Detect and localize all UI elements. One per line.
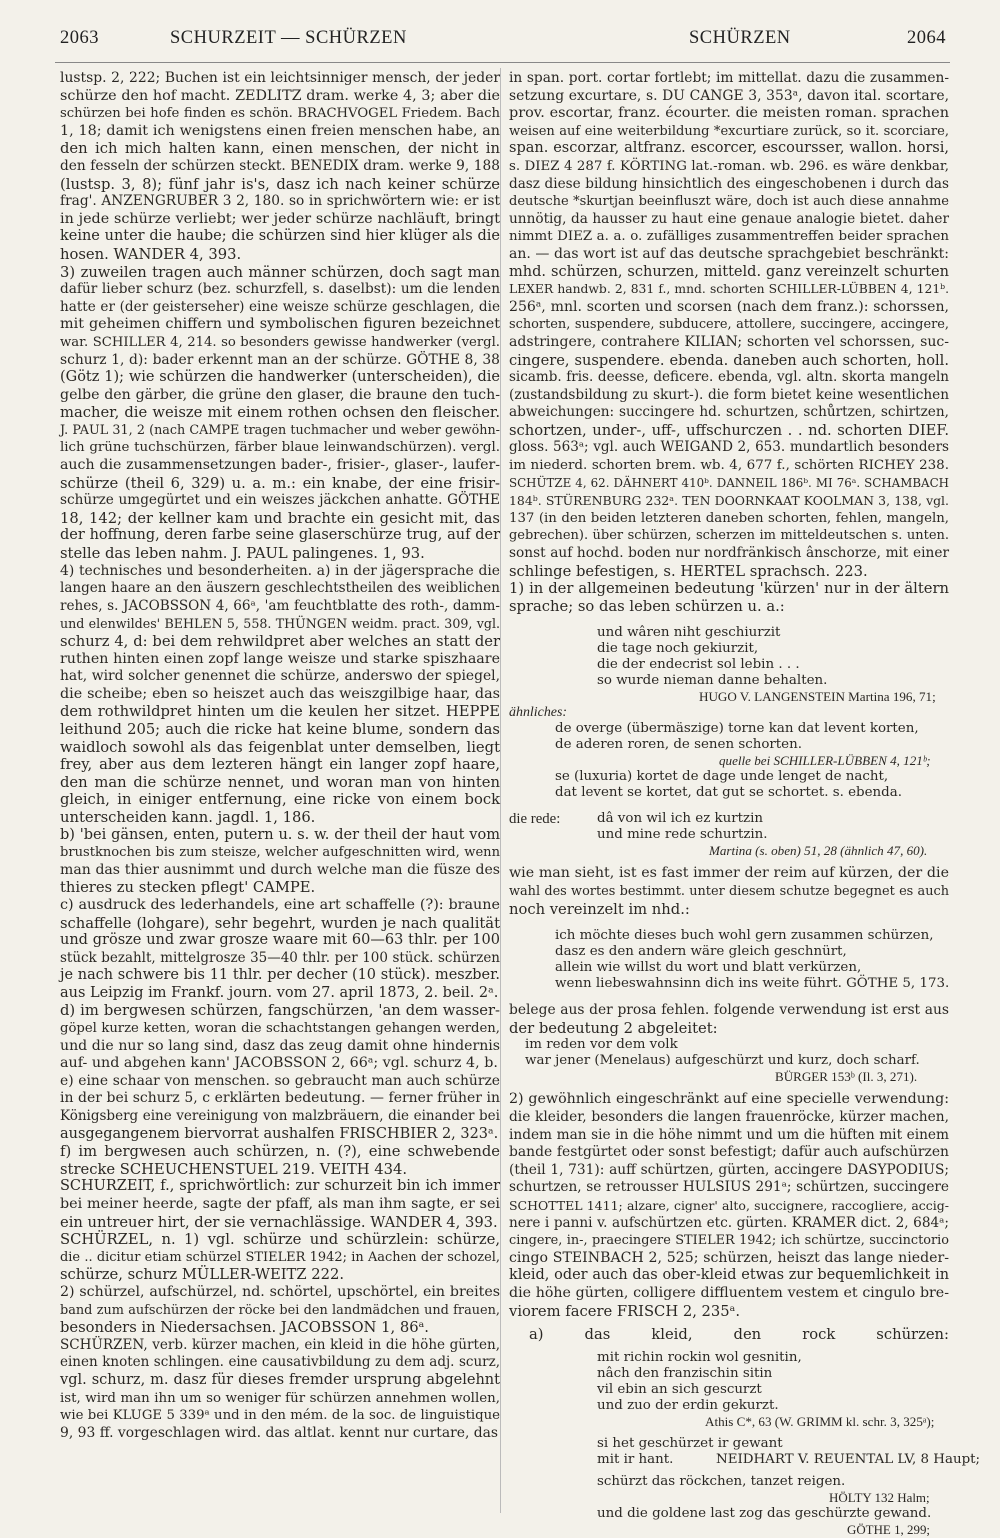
text-line: SCHÜRZEN, verb. kürzer machen, ein kleid in die höhe gürten,: [60, 1336, 500, 1353]
verse-source: HÖLTY 132 Halm;: [829, 1489, 930, 1505]
verse-quote: [509, 1435, 981, 1468]
text-line: und grösze und zwar grosze waare mit 60—63 thlr. per 100: [60, 932, 500, 949]
text-line: ausgegangenem biervorrat aushalfen FRISCHBIER 2, 323ᵃ.: [60, 1125, 499, 1142]
text-line: ist, wird man ihn um so weniger für schürzen annehmen wollen,: [60, 1390, 500, 1406]
text-line: cingere, suspendere. ebenda. daneben auch schorten, holl.: [509, 351, 949, 369]
text-line: ruthen hinten einen zopf lange weisze und starke spiszhaare: [60, 650, 500, 667]
verse-line: mit richin rockin wol gesnitin,: [597, 1349, 802, 1365]
text-line: an. — das wort ist auf das deutsche sprachgebiet beschränkt:: [509, 245, 949, 262]
text-line: gebrechen). über schürzen, scherzen im mitteldeutschen s. unten.: [509, 528, 949, 544]
text-line: 2) schürzel, aufschürzel, nd. schörtel, upschörtel, ein breites: [60, 1283, 500, 1300]
text-line: brustknochen bis zum steisze, welcher aufgeschnitten wird, wenn: [60, 845, 500, 861]
verse-quote: [509, 1506, 949, 1522]
text-line: 9, 93 ff. vorgeschlagen wird. das altlat. kennt nur curtare, das: [60, 1424, 499, 1441]
text-line: gelbe den gärber, die grüne den glaser, die braune den tuch-: [60, 386, 500, 403]
text-line: c) ausdruck des lederhandels, eine art schaffelle (?): braune: [60, 896, 500, 913]
right-column: [509, 70, 981, 1538]
text-line: lich grüne tuchschürzen, färber blaue leinwandschürzen). vergl.: [60, 440, 500, 456]
text-line: göpel kurze ketten, woran die schachtstangen gehangen werden,: [60, 1021, 500, 1037]
verse-line: dasz es den andern wäre gleich geschnürt,: [555, 944, 847, 960]
rede-label: die rede:: [509, 811, 561, 828]
column-divider: [500, 68, 501, 1513]
text-line: unnötig, da hausser zu haut eine genaue analogie bietet. daher: [509, 210, 949, 227]
verse-line: se (luxuria) kortet de dage unde lenget de nacht,: [555, 769, 889, 785]
text-line: mit geheimen chiffern und symbolischen figuren bezeichnet: [60, 316, 500, 333]
text-line: sprache; so das leben schürzen u. a.:: [509, 597, 785, 615]
text-line: und die nur so lang sind, dasz das zeug damit ohne hindernis: [60, 1037, 500, 1054]
left-page-number: 2063: [60, 28, 99, 48]
text-line: auf- und abgehen kann' JACOBSSON 2, 66ᵃ; vgl. schurz 4, b.: [60, 1055, 498, 1072]
verse-line: war jener (Menelaus) aufgeschürzt und kurz, doch scharf.: [525, 1053, 920, 1069]
verse-line: dâ von wil ich ez kurtzin: [597, 811, 763, 827]
right-page-number: 2064: [907, 28, 946, 48]
text-line: bande festgürtet oder sonst befestigt; dafür auch aufschürzen: [509, 1144, 949, 1161]
text-line: besonders in Niedersachsen. JACOBSSON 1, 86ᵃ.: [60, 1319, 429, 1337]
text-line: einen knoten schlingen. eine causativbildung zu dem adj. scurz,: [60, 1354, 500, 1371]
text-line: in der bei schurz 5, c erklärten bedeutung. — ferner früher in: [60, 1090, 500, 1107]
text-line: belege aus der prosa fehlen. folgende verwendung ist erst aus: [509, 1002, 949, 1019]
text-line: sonst auf hochd. boden nur nordfränkisch ânschorze, mit einer: [509, 545, 949, 562]
verse-line: und wâren niht geschiurzit: [597, 625, 781, 641]
text-line: viorem facere FRISCH 2, 235ᵃ.: [509, 1302, 741, 1320]
text-line: wahl des wortes bestimmt. unter diesem schutze begegnet es auch: [509, 884, 949, 899]
text-line: stelle das leben nahm. J. PAUL palingenes. 1, 93.: [60, 545, 425, 563]
text-line: aus Leipzig im Frankf. journ. vom 27. april 1873, 2. beil. 2ᵃ.: [60, 984, 499, 1001]
verse-line: und zuo der erdin gekurzt.: [597, 1397, 779, 1413]
text-line: hatte er (der geisterseher) eine weisze schürze geschlagen, die: [60, 298, 500, 315]
text-line: leithund 205; auch die ricke hat keine blume, sondern das: [60, 720, 500, 738]
verse-line: nâch den franzischin sitin: [597, 1365, 773, 1381]
verse-line: de aderen roren, de senen schorten.: [555, 737, 802, 753]
text-line: d) im bergwesen schürzen, fangschürzen, 'an dem wasser-: [60, 1002, 500, 1020]
text-line: 256ᵃ, mnl. scorten und scorsen (nach dem franz.): schorssen,: [509, 298, 949, 315]
text-line: auch die zusammensetzungen bader-, frisier-, glaser-, laufer-: [60, 457, 500, 474]
text-line: schorten, suspendere, subducere, attollere, succingere, accingere,: [509, 317, 949, 333]
verse-quote: [509, 1037, 949, 1069]
text-line: schürzen bei hofe finden es schön. BRACHVOGEL Friedem. Bach: [60, 106, 500, 122]
text-line: langen haare an den äuszern geschlechtstheilen des weiblichen: [60, 580, 500, 597]
text-line: der hoffnung, deren farbe seine glaserschürze trug, auf der: [60, 527, 500, 544]
text-line: hosen. WANDER 4, 393.: [60, 245, 242, 263]
text-line: der bedeutung 2 abgeleitet:: [509, 1019, 718, 1037]
verse-source: Athis C*, 63 (W. GRIMM kl. schr. 3, 325ᵃ);: [705, 1413, 935, 1429]
text-line: prov. escortar, franz. écourter. die meisten roman. sprachen: [509, 105, 949, 122]
text-line: die höhe gürten, colligere diffluentem vestem et cingulo bre-: [509, 1284, 949, 1301]
verse-line: und die goldene last zog das geschürzte gewand.: [597, 1505, 932, 1521]
text-line: b) 'bei gänsen, enten, putern u. s. w. der theil der haut vom: [60, 826, 500, 843]
text-line: weisen auf eine weiterbildung *excurtiare zurück, so it. scorciare,: [509, 123, 949, 139]
text-line: s. DIEZ 4 287 f. KÖRTING lat.-roman. wb. 296. es wäre denkbar,: [509, 158, 949, 174]
text-line: dem rothwildpret hinten um die keulen her sitzet. HEPPE: [60, 703, 500, 721]
verse-line: si het geschürzet ir gewant: [597, 1435, 783, 1451]
text-line: dafür lieber schurz (bez. schurzfell, s. daselbst): um die lenden: [60, 281, 500, 298]
text-line: deutsche *skurtjan beeinfluszt wäre, doch ist auch diese annahme: [509, 194, 949, 210]
text-line: den ich mich halten kann, einen menschen, der nicht in: [60, 140, 500, 158]
left-running-title: SCHURZEIT — SCHÜRZEN: [170, 28, 407, 48]
text-line: frey, aber aus dem lezteren hängt ein langer zopf haare,: [60, 756, 500, 774]
text-line: strecke SCHEUCHENSTUEL 219. VEITH 434.: [60, 1160, 408, 1178]
text-line: (zustandsbildung zu skurt-). die form bietet keine wesentlichen: [509, 386, 949, 403]
text-line: (theil 1, 731): auff schürtzen, gürten, accingere DASYPODIUS;: [509, 1161, 949, 1178]
text-line: mhd. schürzen, schurzen, mitteld. ganz vereinzelt schurten: [509, 263, 949, 280]
intro-paragraph: [509, 70, 949, 615]
text-line: 1, 18; damit ich wenigstens einen freien menschen habe, an: [60, 122, 500, 139]
text-line: SCHÜRZEL, n. 1) vgl. schürze und schürzlein: schürze,: [60, 1231, 500, 1249]
verse-quote: [509, 769, 949, 801]
text-line: abweichungen: succingere hd. schurtzen, schůrtzen, schirtzen,: [509, 404, 949, 421]
verse-quote: [509, 928, 949, 992]
text-line: stück bezahlt, mittelgrosze 35—40 thlr. per 100 stück. schürzen: [60, 949, 500, 966]
text-line: thieres zu stecken pflegt' CAMPE.: [60, 879, 316, 897]
text-line: J. PAUL 31, 2 (nach CAMPE tragen tuchmacher und weber gewöhn-: [60, 422, 500, 438]
verse-line: die tage noch gekiurzit,: [597, 641, 759, 657]
text-line: lustsp. 2, 222; Buchen ist ein leichtsinniger mensch, der jeder: [60, 70, 500, 86]
text-line: SCHURZEIT, f., sprichwörtlich: zur schurzeit bin ich immer: [60, 1178, 500, 1195]
verse-quote: [509, 625, 949, 689]
verse-quote: [509, 1350, 949, 1414]
text-line: waidloch sowohl als das feigenblat unter demselben, liegt: [60, 738, 500, 756]
text-line: den fesseln der schürzen steckt. BENEDIX dram. werke 9, 188: [60, 157, 500, 174]
left-column: [60, 70, 500, 1442]
text-line: wie bei KLUGE 5 339ᵃ und in den mém. de la soc. de linguistique: [60, 1408, 500, 1424]
text-line: den man die schürze nennet, und woran man von hinten: [60, 773, 500, 791]
text-line: nere i panni v. aufschürtzen etc. gürten. KRAMER dict. 2, 684ᵃ;: [509, 1214, 949, 1231]
verse-line: dat levent se kortet, dat gut se schortet. s. ebenda.: [555, 785, 902, 801]
text-line: 137 (in den beiden letzteren daneben schorten, fehlen, mangeln,: [509, 510, 949, 526]
verse-line: vil ebin an sich gescurzt: [597, 1381, 762, 1397]
text-line: schürze umgegürtet und ein weiszes jäckchen anhatte. GÖTHE: [60, 492, 500, 509]
verse-line: so wurde nieman danne behalten.: [597, 673, 828, 689]
text-line: schürze, schurz MÜLLER-WEITZ 222.: [60, 1266, 345, 1284]
commentary-paragraph: [509, 865, 949, 918]
right-running-title: SCHÜRZEN: [689, 28, 791, 48]
commentary-paragraph: [509, 1002, 949, 1037]
text-line: rehes, s. JACOBSSON 4, 66ᵃ, 'am feuchtblatte des roth-, damm-: [60, 597, 500, 614]
sense-2-paragraph: [509, 1091, 949, 1320]
text-line: schlinge befestigen, s. HERTEL sprachsch. 223.: [509, 562, 868, 580]
text-line: LEXER handwb. 2, 831 f., mnd. schorten SCHILLER-LÜBBEN 4, 121ᵇ.: [509, 282, 949, 297]
text-line: cingo STEINBACH 2, 525; schürzen, heiszt das lange nieder-: [509, 1249, 949, 1266]
text-line: schürze den hof macht. ZEDLITZ dram. werke 4, 3; aber die: [60, 87, 500, 104]
verse-quote: [509, 1474, 949, 1490]
text-line: 4) technisches und besonderheiten. a) in der jägersprache die: [60, 562, 500, 579]
text-line: band zum aufschürzen der röcke bei den landmädchen und frauen,: [60, 1302, 500, 1318]
text-line: setzung excurtare, s. DU CANGE 3, 353ᵃ, davon ital. scortare,: [509, 87, 949, 104]
text-line: war. SCHILLER 4, 214. so besonders gewisse handwerker (vergl.: [60, 334, 500, 350]
text-line: schurz 4, d: bei dem rehwildpret aber welches an statt der: [60, 633, 500, 650]
text-line: schaffelle (lohgare), sehr begehrt, wurden je nach qualität: [60, 914, 500, 932]
text-line: schürze (theil 6, 329) u. a. m.: ein knabe, der eine frisir-: [60, 474, 500, 492]
text-line: 2) gewöhnlich eingeschränkt auf eine specielle verwendung:: [509, 1091, 949, 1108]
text-line: indem man sie in die höhe nimmt und um die hüften mit einem: [509, 1126, 949, 1143]
sense-2a-heading: a) das kleid, den rock schürzen:: [529, 1326, 949, 1344]
text-line: kleid, oder auch das ober-kleid etwas zur bequemlichkeit in: [509, 1267, 949, 1284]
text-line: vgl. schurz, m. dasz für dieses fremder ursprung abgelehnt: [60, 1371, 500, 1388]
verse-source: BÜRGER 153ᵇ (Il. 3, 271).: [775, 1069, 918, 1085]
text-line: und elenwildes' BEHLEN 5, 558. THÜNGEN weidm. pract. 309, vgl.: [60, 616, 500, 632]
text-line: die .. dicitur etiam schürzel STIELER 1942; in Aachen der schozel,: [60, 1249, 500, 1265]
text-line: je nach schwere bis 11 thlr. per decher (10 stück). meszber.: [60, 967, 500, 984]
verse-quote: [509, 811, 949, 843]
text-line: nimmt DIEZ a. a. o. zufälliges zusammentreffen beider sprachen: [509, 229, 949, 245]
text-line: macher, die weisze mit einem rothen ochsen den fleischer.: [60, 404, 500, 422]
text-line: Königsberg eine vereinigung von malzbräuern, die einander bei: [60, 1108, 500, 1125]
verse-line: ich möchte dieses buch wohl gern zusammen schürzen,: [555, 928, 934, 944]
verse-line: allein wie willst du wort und blatt verkürzen,: [555, 960, 862, 976]
text-line: keine unter die haube; die schürzen sind hier klüger als die: [60, 228, 500, 245]
verse-line: und mine rede schurtzin.: [597, 827, 768, 843]
verse-line: wenn liebeswahnsinn dich ins weite führt. GÖTHE 5, 173.: [555, 976, 950, 992]
text-line: e) eine schaar von menschen. so gebraucht man auch schürze: [60, 1072, 500, 1089]
aehnliches-label: ähnliches:: [509, 705, 568, 721]
verse-source: HUGO V. LANGENSTEIN Martina 196, 71;: [699, 689, 936, 705]
text-line: die scheibe; eben so heiszet auch das weiszgilbige haar, das: [60, 685, 500, 702]
text-line: die kleider, besonders die langen frauenröcke, kürzer machen,: [509, 1108, 949, 1125]
text-line: ein untreuer hirt, der sie vernachlässige. WANDER 4, 393.: [60, 1213, 498, 1231]
text-line: im niederd. schorten brem. wb. 4, 677 f., schörten RICHEY 238.: [509, 458, 949, 474]
text-line: 1) in der allgemeinen bedeutung 'kürzen' nur in der ältern: [509, 580, 949, 598]
text-line: in jede schürze verliebt; wer jeder schürze nachläuft, bringt: [60, 210, 500, 227]
text-line: f) im bergwesen auch schürzen, n. (?), eine schwebende: [60, 1143, 500, 1161]
text-line: (lustsp. 3, 8); fünf jahr is's, dasz ich nach keiner schürze: [60, 175, 500, 193]
verse-line: schürzt das röckchen, tanzet reigen.: [597, 1473, 846, 1489]
text-line: 184ᵇ. STÜRENBURG 232ᵃ. TEN DOORNKAAT KOOLMAN 3, 138, vgl.: [509, 493, 949, 509]
text-line: span. escorzar, altfranz. escorcer, escoursser, wallon. horsi,: [509, 140, 949, 157]
text-line: schortzen, under-, uff-, uffschurczen . . nd. schorten DIEF.: [509, 421, 949, 439]
verse-quote: [509, 721, 949, 753]
text-line: unterscheiden kann. jagdl. 1, 186.: [60, 808, 316, 826]
text-line: noch vereinzelt im nhd.:: [509, 900, 690, 918]
text-line: cingere, in-, praecingere STIELER 1942; ich schürtze, succinctorio: [509, 1233, 949, 1249]
verse-source: quelle bei SCHILLER-LÜBBEN 4, 121ᵇ;: [719, 753, 931, 769]
text-line: wie man sieht, ist es fast immer der reim auf kürzen, der die: [509, 865, 949, 882]
text-line: dasz diese bildung hinsichtlich des eingeschobenen i durch das: [509, 175, 949, 192]
text-line: 3) zuweilen tragen auch männer schürzen, doch sagt man: [60, 263, 500, 281]
verse-source: Martina (s. oben) 51, 28 (ähnlich 47, 60).: [709, 843, 928, 859]
verse-line: im reden vor dem volk: [525, 1037, 678, 1053]
text-line: in span. port. cortar fortlebt; im mittellat. dazu die zusammen-: [509, 70, 949, 86]
text-line: hat, wird solcher genennet die schürze, anderswo der spiegel,: [60, 668, 500, 685]
text-line: frag'. ANZENGRUBER 3 2, 180. so in sprichwörtern wie: er ist: [60, 193, 500, 210]
header-rule: [55, 62, 950, 63]
text-line: man das thier ausnimmt und durch welche man die füsze des: [60, 861, 500, 878]
text-line: SCHOTTEL 1411; alzare, cigner' alto, succignere, raccogliere, accig-: [509, 1197, 949, 1213]
text-line: schurz 1, d): bader erkennt man an der schürze. GÖTHE 8, 38: [60, 351, 500, 368]
text-line: gloss. 563ᵃ; vgl. auch WEIGAND 2, 653. mundartlich besonders: [509, 439, 949, 456]
verse-line: de overge (übermäszige) torne kan dat levent korten,: [555, 721, 919, 737]
text-line: sicamb. fris. deesse, deficere. ebenda, vgl. altn. skorta mangeln: [509, 369, 949, 386]
text-line: (Götz 1); wie schürzen die handwerker (unterscheiden), die: [60, 369, 500, 386]
verse-line: mit ir hant. NEIDHART V. REUENTAL LV, 8 Haupt;: [597, 1451, 981, 1467]
text-line: bei meiner heerde, sagte der pfaff, als man ihm sagte, er sei: [60, 1196, 500, 1212]
text-line: SCHÜTZE 4, 62. DÄHNERT 410ᵇ. DANNEIL 186ᵇ. MI 76ᵃ. SCHAMBACH: [509, 475, 949, 490]
text-line: schurtzen, se retrousser HULSIUS 291ᵃ; schürtzen, succingere: [509, 1179, 949, 1196]
verse-line: die der endecrist sol lebin . . .: [597, 657, 800, 673]
text-line: gleich, in einiger entfernung, eine ricke von einem bock: [60, 791, 500, 809]
text-line: adstringere, contrahere KILIAN; schorten vel schorssen, suc-: [509, 333, 949, 350]
text-line: 18, 142; der kellner kam und brachte ein gesicht mit, das: [60, 509, 500, 527]
verse-source: GÖTHE 1, 299;: [847, 1521, 931, 1537]
